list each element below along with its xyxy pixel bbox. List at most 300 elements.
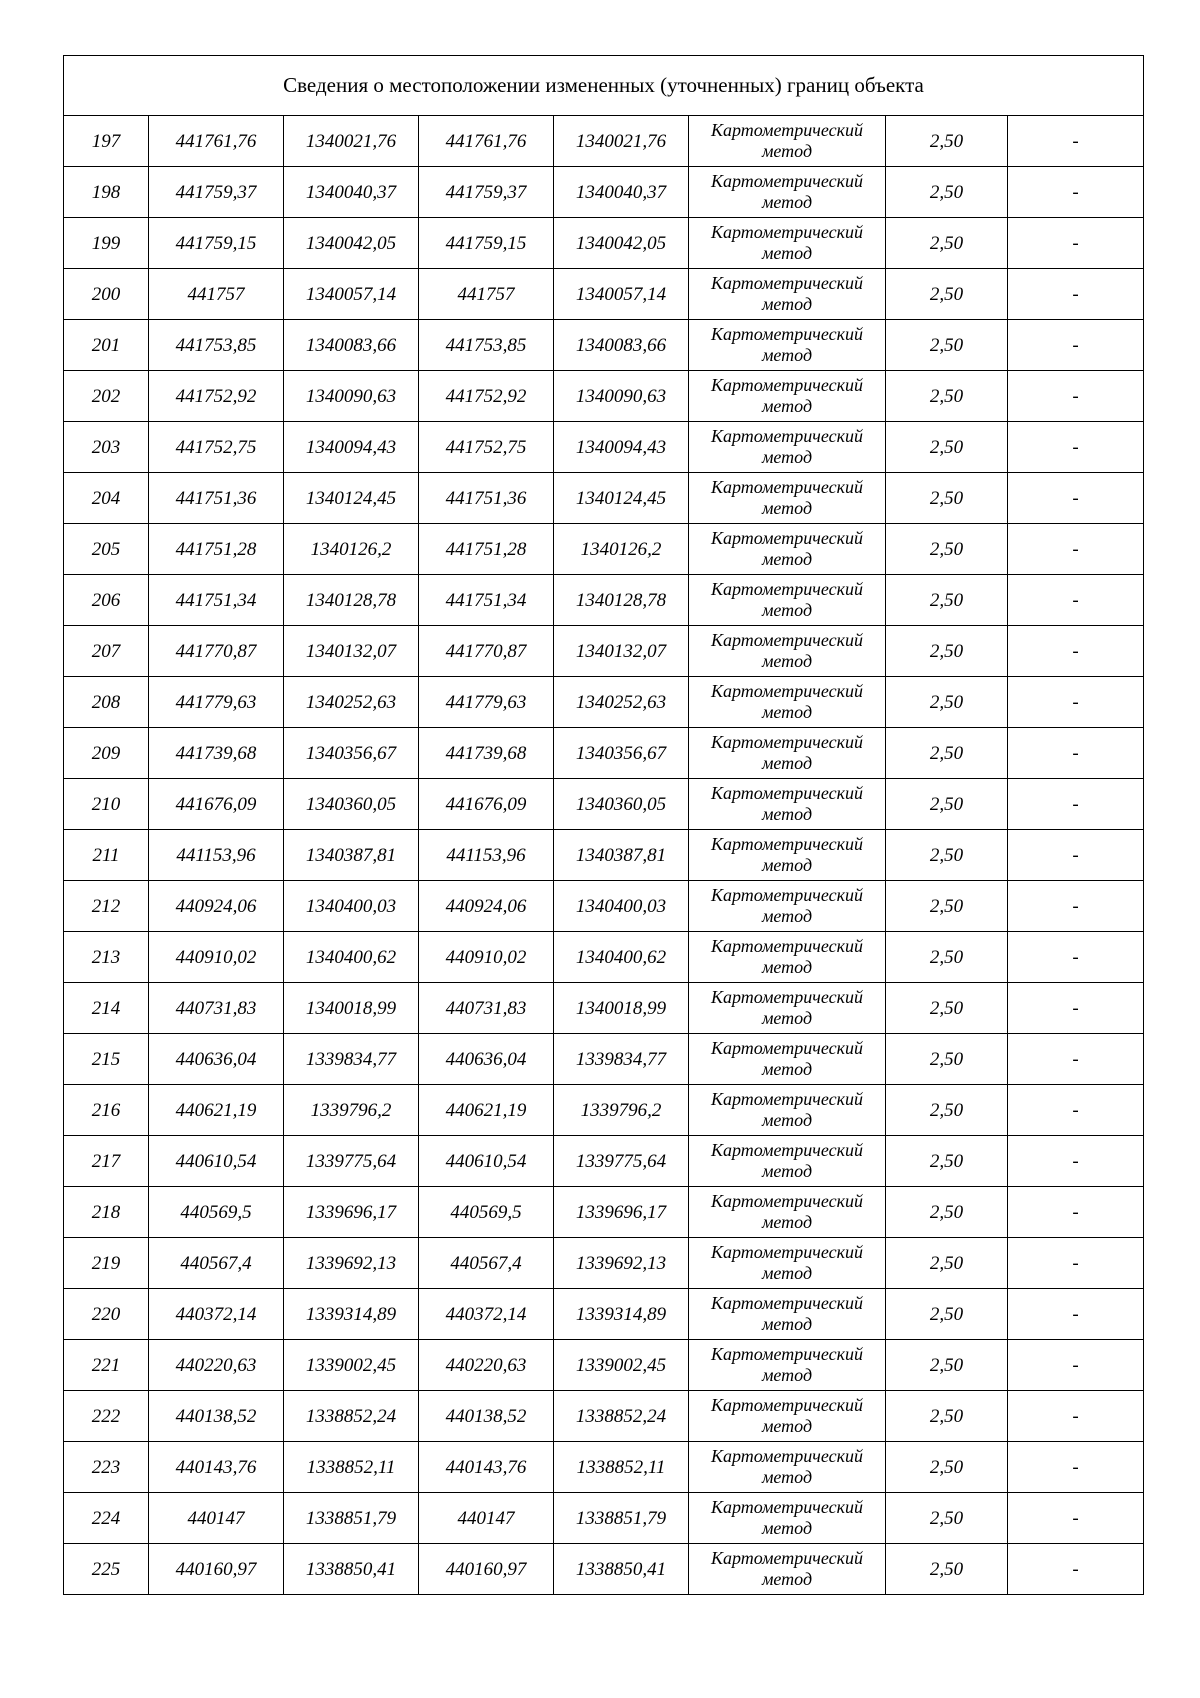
description-cell: -: [1008, 371, 1144, 422]
precision-cell: 2,50: [886, 1187, 1008, 1238]
y-new-cell: 1340387,81: [554, 830, 689, 881]
point-number-cell: 209: [64, 728, 149, 779]
point-number-cell: 205: [64, 524, 149, 575]
y-existing-cell: 1340360,05: [284, 779, 419, 830]
x-existing-cell: 441153,96: [149, 830, 284, 881]
x-new-cell: 441751,34: [419, 575, 554, 626]
description-cell: -: [1008, 473, 1144, 524]
point-number-cell: 214: [64, 983, 149, 1034]
x-existing-cell: 441739,68: [149, 728, 284, 779]
description-cell: -: [1008, 983, 1144, 1034]
y-new-cell: 1338852,11: [554, 1442, 689, 1493]
x-new-cell: 441752,92: [419, 371, 554, 422]
method-cell: [689, 269, 886, 320]
y-new-cell: 1340356,67: [554, 728, 689, 779]
y-existing-cell: 1340083,66: [284, 320, 419, 371]
y-new-cell: 1340090,63: [554, 371, 689, 422]
x-new-cell: 441779,63: [419, 677, 554, 728]
table-row: [64, 881, 1144, 932]
x-existing-cell: 441752,92: [149, 371, 284, 422]
x-new-cell: 441759,15: [419, 218, 554, 269]
y-new-cell: 1340094,43: [554, 422, 689, 473]
precision-cell: 2,50: [886, 1034, 1008, 1085]
description-cell: -: [1008, 626, 1144, 677]
table-title-row: [64, 56, 1144, 116]
x-new-cell: 440924,06: [419, 881, 554, 932]
method-cell: [689, 1034, 886, 1085]
point-number-cell: 210: [64, 779, 149, 830]
y-new-cell: 1340124,45: [554, 473, 689, 524]
precision-cell: 2,50: [886, 1340, 1008, 1391]
y-new-cell: 1340018,99: [554, 983, 689, 1034]
table-row: [64, 1493, 1144, 1544]
point-number-cell: 208: [64, 677, 149, 728]
method-cell: [689, 1187, 886, 1238]
y-existing-cell: 1338850,41: [284, 1544, 419, 1595]
y-existing-cell: 1340094,43: [284, 422, 419, 473]
description-cell: -: [1008, 524, 1144, 575]
method-text-line: метод: [761, 1365, 813, 1385]
description-cell: -: [1008, 1085, 1144, 1136]
y-existing-cell: 1340126,2: [284, 524, 419, 575]
x-new-cell: 440220,63: [419, 1340, 554, 1391]
method-text-line: Картометрический: [710, 1395, 863, 1415]
x-existing-cell: 440636,04: [149, 1034, 284, 1085]
description-cell: -: [1008, 422, 1144, 473]
x-existing-cell: 440567,4: [149, 1238, 284, 1289]
x-existing-cell: 441753,85: [149, 320, 284, 371]
method-text-line: Картометрический: [710, 1242, 863, 1262]
x-new-cell: 440610,54: [419, 1136, 554, 1187]
y-existing-cell: 1340124,45: [284, 473, 419, 524]
y-existing-cell: 1338852,11: [284, 1442, 419, 1493]
method-text-line: Картометрический: [710, 1344, 863, 1364]
boundary-coordinates-table: [63, 55, 1144, 1595]
description-cell: -: [1008, 1289, 1144, 1340]
y-existing-cell: 1338852,24: [284, 1391, 419, 1442]
x-new-cell: 440160,97: [419, 1544, 554, 1595]
table-row: [64, 1289, 1144, 1340]
y-new-cell: 1339775,64: [554, 1136, 689, 1187]
method-cell: [689, 473, 886, 524]
y-existing-cell: 1340132,07: [284, 626, 419, 677]
x-existing-cell: 441751,34: [149, 575, 284, 626]
method-text-line: Картометрический: [710, 273, 863, 293]
method-cell: [689, 932, 886, 983]
method-text-line: метод: [761, 702, 813, 722]
x-new-cell: 441759,37: [419, 167, 554, 218]
method-cell: [689, 167, 886, 218]
method-cell: [689, 116, 886, 167]
x-existing-cell: 441759,15: [149, 218, 284, 269]
point-number-cell: 207: [64, 626, 149, 677]
point-number-cell: 198: [64, 167, 149, 218]
y-new-cell: 1338852,24: [554, 1391, 689, 1442]
method-text-line: Картометрический: [710, 579, 863, 599]
x-new-cell: 441751,28: [419, 524, 554, 575]
method-cell: [689, 830, 886, 881]
point-number-cell: 218: [64, 1187, 149, 1238]
y-existing-cell: 1339314,89: [284, 1289, 419, 1340]
x-existing-cell: 440621,19: [149, 1085, 284, 1136]
x-new-cell: 440143,76: [419, 1442, 554, 1493]
method-text-line: метод: [761, 753, 813, 773]
table-row: [64, 218, 1144, 269]
description-cell: -: [1008, 881, 1144, 932]
method-cell: [689, 524, 886, 575]
precision-cell: 2,50: [886, 575, 1008, 626]
method-text-line: Картометрический: [710, 936, 863, 956]
precision-cell: 2,50: [886, 269, 1008, 320]
x-new-cell: 441752,75: [419, 422, 554, 473]
description-cell: -: [1008, 932, 1144, 983]
y-existing-cell: 1340400,03: [284, 881, 419, 932]
table-row: [64, 1391, 1144, 1442]
y-existing-cell: 1340400,62: [284, 932, 419, 983]
table-row: [64, 524, 1144, 575]
x-existing-cell: 440372,14: [149, 1289, 284, 1340]
method-cell: [689, 881, 886, 932]
x-new-cell: 440569,5: [419, 1187, 554, 1238]
table-row: [64, 932, 1144, 983]
description-cell: -: [1008, 218, 1144, 269]
x-new-cell: 441761,76: [419, 116, 554, 167]
table-row: [64, 626, 1144, 677]
table-row: [64, 830, 1144, 881]
y-existing-cell: 1339692,13: [284, 1238, 419, 1289]
description-cell: -: [1008, 677, 1144, 728]
method-cell: [689, 1238, 886, 1289]
precision-cell: 2,50: [886, 728, 1008, 779]
method-text-line: метод: [761, 804, 813, 824]
precision-cell: 2,50: [886, 983, 1008, 1034]
table-title: Сведения о местоположении измененных (уточненных) границ объекта: [64, 56, 1144, 116]
x-existing-cell: 441676,09: [149, 779, 284, 830]
point-number-cell: 220: [64, 1289, 149, 1340]
method-text-line: метод: [761, 243, 813, 263]
method-cell: [689, 218, 886, 269]
method-cell: [689, 422, 886, 473]
method-text-line: Картометрический: [710, 477, 863, 497]
precision-cell: 2,50: [886, 1238, 1008, 1289]
point-number-cell: 219: [64, 1238, 149, 1289]
x-existing-cell: 440569,5: [149, 1187, 284, 1238]
table-row: [64, 269, 1144, 320]
description-cell: -: [1008, 320, 1144, 371]
method-text-line: Картометрический: [710, 120, 863, 140]
method-cell: [689, 1544, 886, 1595]
y-new-cell: 1340360,05: [554, 779, 689, 830]
method-cell: [689, 1136, 886, 1187]
precision-cell: 2,50: [886, 1136, 1008, 1187]
x-new-cell: 440138,52: [419, 1391, 554, 1442]
x-new-cell: 440372,14: [419, 1289, 554, 1340]
y-new-cell: 1340252,63: [554, 677, 689, 728]
y-new-cell: 1340083,66: [554, 320, 689, 371]
method-cell: [689, 1442, 886, 1493]
point-number-cell: 206: [64, 575, 149, 626]
table-row: [64, 677, 1144, 728]
description-cell: -: [1008, 1187, 1144, 1238]
precision-cell: 2,50: [886, 830, 1008, 881]
x-new-cell: 440731,83: [419, 983, 554, 1034]
description-cell: -: [1008, 167, 1144, 218]
method-text-line: метод: [761, 1161, 813, 1181]
x-new-cell: 440910,02: [419, 932, 554, 983]
point-number-cell: 213: [64, 932, 149, 983]
y-existing-cell: 1340021,76: [284, 116, 419, 167]
point-number-cell: 201: [64, 320, 149, 371]
y-new-cell: 1340042,05: [554, 218, 689, 269]
point-number-cell: 202: [64, 371, 149, 422]
table-row: [64, 1085, 1144, 1136]
y-existing-cell: 1340090,63: [284, 371, 419, 422]
method-cell: [689, 1085, 886, 1136]
x-new-cell: 441676,09: [419, 779, 554, 830]
table-row: [64, 1238, 1144, 1289]
x-new-cell: 440621,19: [419, 1085, 554, 1136]
description-cell: -: [1008, 575, 1144, 626]
point-number-cell: 197: [64, 116, 149, 167]
x-existing-cell: 440138,52: [149, 1391, 284, 1442]
table-row: [64, 983, 1144, 1034]
y-new-cell: 1339834,77: [554, 1034, 689, 1085]
x-new-cell: 440567,4: [419, 1238, 554, 1289]
y-new-cell: 1340400,62: [554, 932, 689, 983]
precision-cell: 2,50: [886, 371, 1008, 422]
method-text-line: метод: [761, 906, 813, 926]
precision-cell: 2,50: [886, 524, 1008, 575]
point-number-cell: 221: [64, 1340, 149, 1391]
x-existing-cell: 440924,06: [149, 881, 284, 932]
x-existing-cell: 440147: [149, 1493, 284, 1544]
precision-cell: 2,50: [886, 779, 1008, 830]
method-text-line: метод: [761, 957, 813, 977]
document-page: [63, 55, 1143, 1595]
precision-cell: 2,50: [886, 320, 1008, 371]
y-new-cell: 1339692,13: [554, 1238, 689, 1289]
x-new-cell: 441739,68: [419, 728, 554, 779]
method-cell: [689, 983, 886, 1034]
y-existing-cell: 1340356,67: [284, 728, 419, 779]
x-existing-cell: 441761,76: [149, 116, 284, 167]
y-existing-cell: 1340040,37: [284, 167, 419, 218]
x-new-cell: 441153,96: [419, 830, 554, 881]
point-number-cell: 224: [64, 1493, 149, 1544]
method-text-line: метод: [761, 1569, 813, 1589]
table-row: [64, 1136, 1144, 1187]
method-text-line: метод: [761, 1314, 813, 1334]
method-text-line: Картометрический: [710, 885, 863, 905]
method-text-line: метод: [761, 396, 813, 416]
method-cell: [689, 575, 886, 626]
table-row: [64, 1442, 1144, 1493]
description-cell: -: [1008, 1391, 1144, 1442]
point-number-cell: 222: [64, 1391, 149, 1442]
point-number-cell: 199: [64, 218, 149, 269]
x-existing-cell: 440220,63: [149, 1340, 284, 1391]
method-cell: [689, 677, 886, 728]
y-new-cell: 1338851,79: [554, 1493, 689, 1544]
y-new-cell: 1340057,14: [554, 269, 689, 320]
method-cell: [689, 728, 886, 779]
x-existing-cell: 441757: [149, 269, 284, 320]
method-text-line: метод: [761, 1416, 813, 1436]
method-text-line: метод: [761, 549, 813, 569]
x-existing-cell: 441770,87: [149, 626, 284, 677]
x-existing-cell: 440143,76: [149, 1442, 284, 1493]
method-text-line: метод: [761, 1467, 813, 1487]
method-cell: [689, 626, 886, 677]
table-row: [64, 1034, 1144, 1085]
description-cell: -: [1008, 1544, 1144, 1595]
table-row: [64, 167, 1144, 218]
y-existing-cell: 1340387,81: [284, 830, 419, 881]
x-existing-cell: 441759,37: [149, 167, 284, 218]
x-new-cell: 441751,36: [419, 473, 554, 524]
point-number-cell: 212: [64, 881, 149, 932]
table-row: [64, 728, 1144, 779]
method-cell: [689, 1391, 886, 1442]
precision-cell: 2,50: [886, 422, 1008, 473]
table-row: [64, 1340, 1144, 1391]
table-row: [64, 371, 1144, 422]
method-text-line: Картометрический: [710, 324, 863, 344]
description-cell: -: [1008, 1034, 1144, 1085]
table-row: [64, 779, 1144, 830]
y-existing-cell: 1339834,77: [284, 1034, 419, 1085]
x-existing-cell: 441752,75: [149, 422, 284, 473]
table-row: [64, 1544, 1144, 1595]
precision-cell: 2,50: [886, 1085, 1008, 1136]
method-text-line: Картометрический: [710, 1191, 863, 1211]
y-existing-cell: 1339775,64: [284, 1136, 419, 1187]
method-text-line: метод: [761, 1263, 813, 1283]
method-text-line: метод: [761, 1518, 813, 1538]
y-existing-cell: 1338851,79: [284, 1493, 419, 1544]
precision-cell: 2,50: [886, 677, 1008, 728]
y-new-cell: 1338850,41: [554, 1544, 689, 1595]
description-cell: -: [1008, 1238, 1144, 1289]
y-existing-cell: 1340128,78: [284, 575, 419, 626]
x-existing-cell: 440610,54: [149, 1136, 284, 1187]
method-text-line: метод: [761, 1008, 813, 1028]
y-new-cell: 1339314,89: [554, 1289, 689, 1340]
precision-cell: 2,50: [886, 473, 1008, 524]
description-cell: -: [1008, 779, 1144, 830]
y-existing-cell: 1339796,2: [284, 1085, 419, 1136]
description-cell: -: [1008, 1136, 1144, 1187]
method-cell: [689, 779, 886, 830]
precision-cell: 2,50: [886, 1391, 1008, 1442]
y-existing-cell: 1340018,99: [284, 983, 419, 1034]
method-text-line: метод: [761, 1212, 813, 1232]
x-new-cell: 441757: [419, 269, 554, 320]
precision-cell: 2,50: [886, 626, 1008, 677]
method-text-line: Картометрический: [710, 630, 863, 650]
y-existing-cell: 1339002,45: [284, 1340, 419, 1391]
method-text-line: метод: [761, 447, 813, 467]
point-number-cell: 204: [64, 473, 149, 524]
precision-cell: 2,50: [886, 218, 1008, 269]
description-cell: -: [1008, 116, 1144, 167]
x-existing-cell: 440160,97: [149, 1544, 284, 1595]
y-existing-cell: 1340057,14: [284, 269, 419, 320]
method-cell: [689, 1493, 886, 1544]
table-row: [64, 422, 1144, 473]
description-cell: -: [1008, 1493, 1144, 1544]
x-existing-cell: 440910,02: [149, 932, 284, 983]
y-new-cell: 1339002,45: [554, 1340, 689, 1391]
y-new-cell: 1340021,76: [554, 116, 689, 167]
method-text-line: метод: [761, 651, 813, 671]
x-existing-cell: 440731,83: [149, 983, 284, 1034]
point-number-cell: 200: [64, 269, 149, 320]
precision-cell: 2,50: [886, 116, 1008, 167]
method-text-line: Картометрический: [710, 987, 863, 1007]
method-text-line: метод: [761, 141, 813, 161]
method-text-line: метод: [761, 498, 813, 518]
method-text-line: метод: [761, 345, 813, 365]
method-text-line: Картометрический: [710, 426, 863, 446]
y-new-cell: 1340128,78: [554, 575, 689, 626]
y-existing-cell: 1340042,05: [284, 218, 419, 269]
method-text-line: Картометрический: [710, 1497, 863, 1517]
point-number-cell: 223: [64, 1442, 149, 1493]
precision-cell: 2,50: [886, 1289, 1008, 1340]
precision-cell: 2,50: [886, 1544, 1008, 1595]
precision-cell: 2,50: [886, 167, 1008, 218]
point-number-cell: 217: [64, 1136, 149, 1187]
method-text-line: Картометрический: [710, 222, 863, 242]
point-number-cell: 211: [64, 830, 149, 881]
precision-cell: 2,50: [886, 1442, 1008, 1493]
y-existing-cell: 1340252,63: [284, 677, 419, 728]
x-new-cell: 440147: [419, 1493, 554, 1544]
method-cell: [689, 1289, 886, 1340]
method-text-line: Картометрический: [710, 1089, 863, 1109]
description-cell: -: [1008, 269, 1144, 320]
table-row: [64, 575, 1144, 626]
table-row: [64, 1187, 1144, 1238]
description-cell: -: [1008, 1442, 1144, 1493]
description-cell: -: [1008, 1340, 1144, 1391]
y-new-cell: 1340400,03: [554, 881, 689, 932]
method-text-line: Картометрический: [710, 783, 863, 803]
table-row: [64, 473, 1144, 524]
method-text-line: Картометрический: [710, 1038, 863, 1058]
method-text-line: Картометрический: [710, 1140, 863, 1160]
x-existing-cell: 441751,36: [149, 473, 284, 524]
method-text-line: Картометрический: [710, 1548, 863, 1568]
method-cell: [689, 1340, 886, 1391]
method-text-line: Картометрический: [710, 1293, 863, 1313]
y-new-cell: 1340126,2: [554, 524, 689, 575]
method-text-line: метод: [761, 294, 813, 314]
point-number-cell: 203: [64, 422, 149, 473]
method-text-line: Картометрический: [710, 171, 863, 191]
y-existing-cell: 1339696,17: [284, 1187, 419, 1238]
point-number-cell: 216: [64, 1085, 149, 1136]
method-text-line: метод: [761, 600, 813, 620]
y-new-cell: 1340040,37: [554, 167, 689, 218]
point-number-cell: 215: [64, 1034, 149, 1085]
method-text-line: метод: [761, 192, 813, 212]
x-new-cell: 441753,85: [419, 320, 554, 371]
table-row: [64, 320, 1144, 371]
method-cell: [689, 320, 886, 371]
y-new-cell: 1339796,2: [554, 1085, 689, 1136]
